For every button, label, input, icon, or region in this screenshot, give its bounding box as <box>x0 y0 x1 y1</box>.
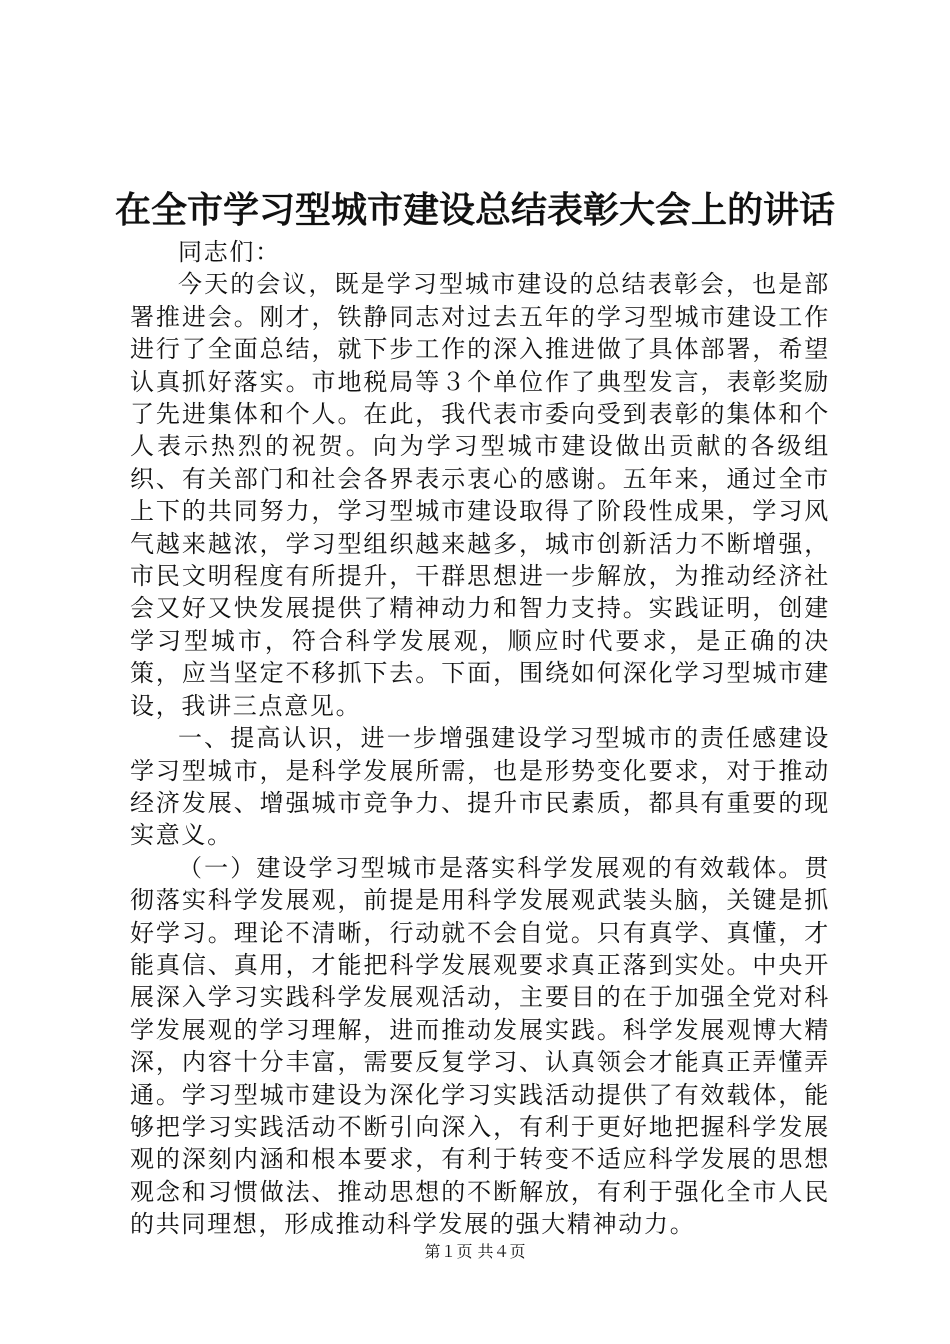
opening-paragraph: 今天的会议，既是学习型城市建设的总结表彰会，也是部署推进会。刚才，铁静同志对过去五年的学习型城市建设工作进行了全面总结，就下步工作的深入推进做了具体部署，希望认真抓好落实。市地税局等３个单位作了典型发言，表彰奖励了先进集体和个人。在此，我代表市委向受到表彰的集体和个人表示热烈的祝贺。向为学习型城市建设做出贡献的各级组织、有关部门和社会各界表示衷心的感谢。五年来，通过全市上下的共同努力，学习型城市建设取得了阶段性成果，学习风气越来越浓，学习型组织越来越多，城市创新活力不断增强，市民文明程度有所提升，干群思想进一步解放，为推动经济社会又好又快发展提供了精神动力和智力支持。实践证明，创建学习型城市，符合科学发展观，顺应时代要求，是正确的决策，应当坚定不移抓下去。下面，围绕如何深化学习型城市建设，我讲三点意见。 <box>130 270 830 720</box>
subsection-one-paragraph: （一）建设学习型城市是落实科学发展观的有效载体。贯彻落实科学发展观，前提是用科学发展观武装头脑，关键是抓好学习。理论不清晰，行动就不会自觉。只有真学、真懂，才能真信、真用，才能把科学发展观要求真正落到实处。中央开展深入学习实践科学发展观活动，主要目的在于加强全党对科学发展观的学习理解，进而推动发展实践。科学发展观博大精深，内容十分丰富，需要反复学习、认真领会才能真正弄懂弄通。学习型城市建设为深化学习实践活动提供了有效载体，能够把学习实践活动不断引向深入，有利于更好地把握科学发展观的深刻内涵和根本要求，有利于转变不适应科学发展的思想观念和习惯做法、推动思想的不断解放，有利于强化全市人民的共同理想，形成推动科学发展的强大精神动力。 <box>130 853 830 1239</box>
document-body <box>130 236 830 1241</box>
section-one-paragraph: 一、提高认识，进一步增强建设学习型城市的责任感建设学习型城市，是科学发展所需，也是形势变化要求，对于推动经济发展、增强城市竞争力、提升市民素质，都具有重要的现实意义。 <box>130 724 830 850</box>
page-number-footer: 第１页 共４页 <box>424 1242 526 1261</box>
salutation-paragraph: 同志们： <box>178 238 281 266</box>
document-title: 在全市学习型城市建设总结表彰大会上的讲话 <box>114 189 835 231</box>
